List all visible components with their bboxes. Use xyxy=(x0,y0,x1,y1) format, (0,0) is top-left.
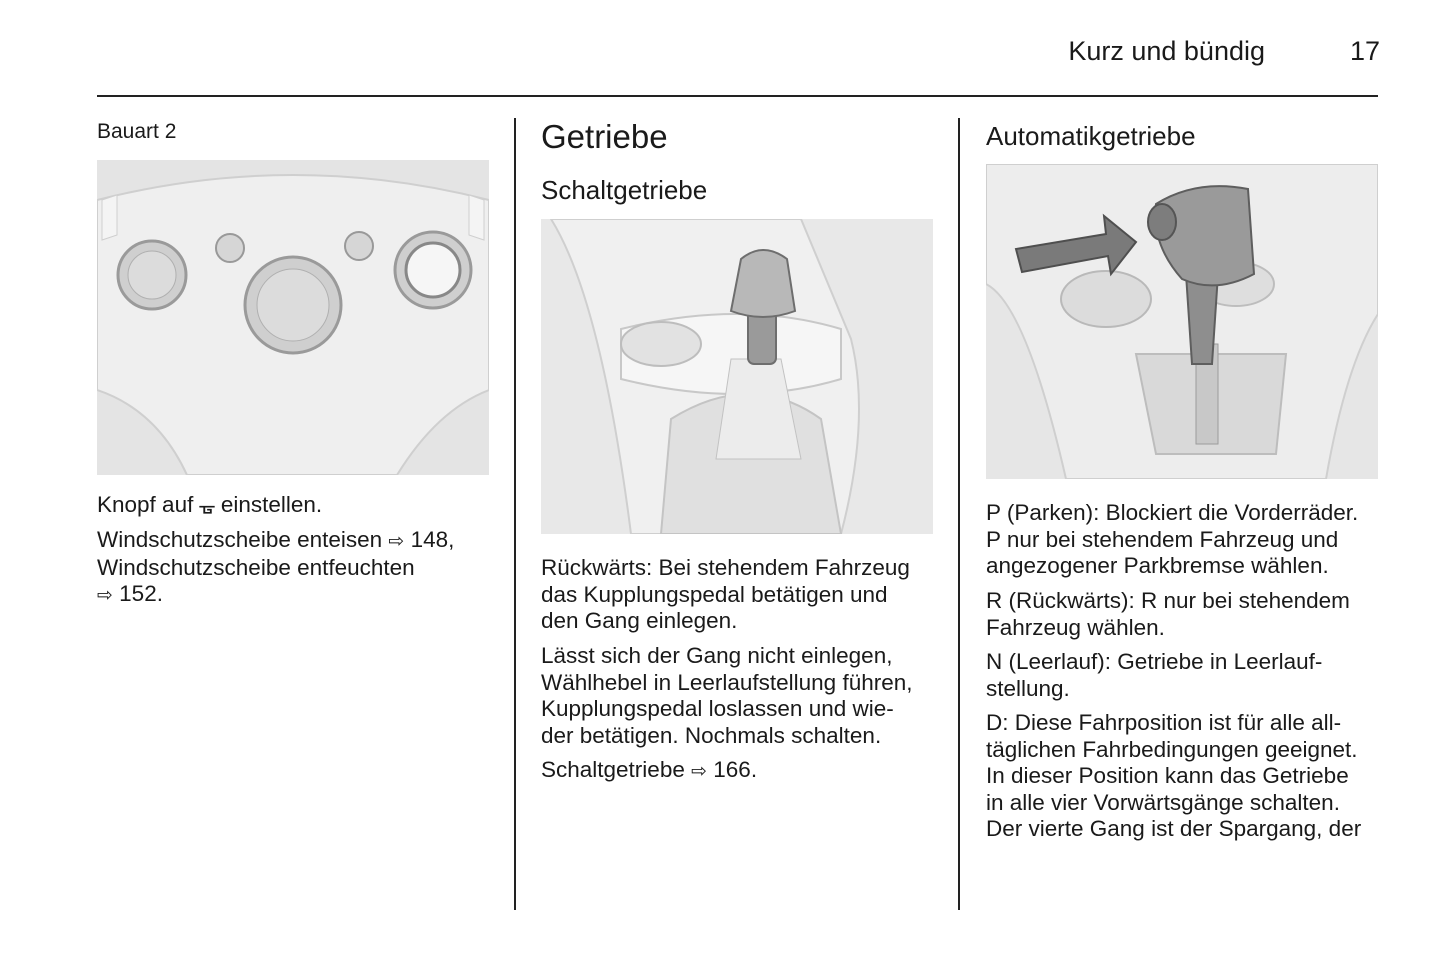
paragraph-manual-ref: Schaltgetriebe ⇨ 166. xyxy=(541,757,758,782)
header-rule xyxy=(97,95,1378,97)
term-park: P (Parken) xyxy=(986,500,1094,525)
cross-reference-icon: ⇨ xyxy=(691,760,708,782)
automatic-gear-figure xyxy=(986,164,1378,479)
paragraph-gear-not-engaging: Lässt sich der Gang nicht einlegen, Wählhebel in Leerlaufstellung führen, Kupplungspedal loslassen und wie- der betätigen. Nochmals schalten. xyxy=(541,643,913,748)
paragraph-reverse: R (Rückwärts): R nur bei stehendem Fahrzeug wählen. xyxy=(986,588,1350,640)
paragraph-windshield-refs: Windschutzscheibe enteisen ⇨ 148, Windschutzscheibe entfeuchten ⇨ 152. xyxy=(97,527,455,606)
climate-control-figure xyxy=(97,160,489,475)
section-heading: Getriebe xyxy=(541,118,668,155)
column-divider-2 xyxy=(958,118,960,910)
cross-reference-icon: ⇨ xyxy=(388,530,405,552)
paragraph-neutral: N (Leerlauf): Getriebe in Leerlauf- stellung. xyxy=(986,649,1323,701)
manual-gear-figure xyxy=(541,219,933,534)
climate-control-knobs-illustration xyxy=(97,160,489,475)
paragraph-reverse-gear: Rückwärts: Bei stehendem Fahrzeug das Kupplungspedal betätigen und den Gang einlegen. xyxy=(541,555,910,633)
term-reverse: R (Rückwärts) xyxy=(986,588,1129,613)
automatic-selector-lever-illustration xyxy=(986,164,1378,479)
subsection-heading: Schaltgetriebe xyxy=(541,175,708,205)
paragraph-defrost-knob: Knopf auf ᚗ einstellen. xyxy=(97,492,323,517)
column-divider-1 xyxy=(514,118,516,910)
paragraph-drive: D: Diese Fahrposition ist für alle all- täglichen Fahrbedingungen geeignet. In dieser Position kann das Getriebe in alle vier Vorwärtsgänge schalten. Der vierte Gang ist der Spargang, der xyxy=(986,710,1362,841)
running-header-title: Kurz und bündig xyxy=(1068,36,1265,66)
manual-gear-lever-illustration xyxy=(541,219,933,534)
paragraph-park: P (Parken): Blockiert die Vorderräder. P nur bei stehendem Fahrzeug und angezogener Parkbremse wählen. xyxy=(986,500,1359,578)
page-ref-166[interactable]: 166. xyxy=(707,757,758,782)
term-neutral: N (Leerlauf) xyxy=(986,649,1105,674)
figure-label: Bauart 2 xyxy=(97,120,177,143)
cross-reference-icon: ⇨ xyxy=(97,584,113,606)
page-ref-148[interactable]: 148, xyxy=(404,527,455,552)
subsection-heading-automatic: Automatikgetriebe xyxy=(986,121,1196,151)
page-number: 17 xyxy=(1349,36,1380,66)
windshield-defrost-icon: ᚗ xyxy=(199,495,215,517)
term-drive: D xyxy=(986,710,1003,735)
page-ref-152[interactable]: 152. xyxy=(112,581,163,606)
